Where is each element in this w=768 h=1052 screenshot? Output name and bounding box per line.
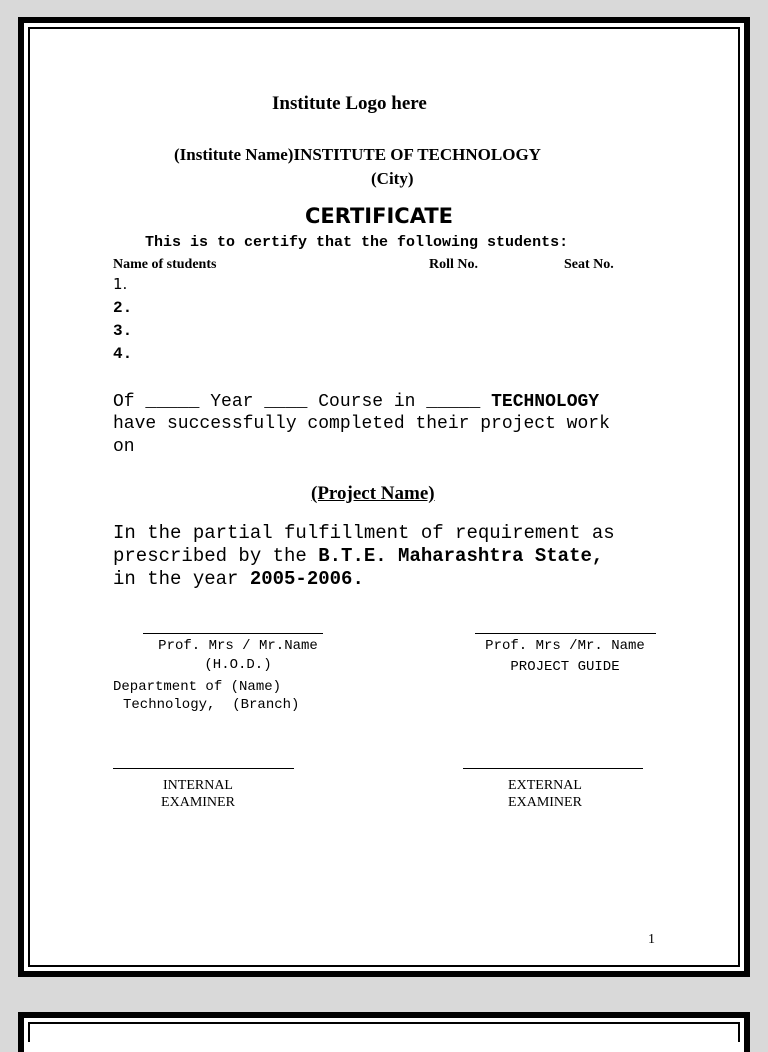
page-number: 1 bbox=[648, 932, 655, 947]
internal-examiner-line bbox=[113, 768, 294, 769]
on-line: on bbox=[113, 437, 135, 457]
institute-name bbox=[174, 145, 541, 165]
hod-department: Department of (Name) bbox=[113, 679, 282, 695]
institute-name-text: (Institute Name)INSTITUTE OF TECHNOLOGY bbox=[174, 145, 541, 164]
fulfillment-line-2 bbox=[113, 545, 603, 567]
technology-text: TECHNOLOGY bbox=[491, 392, 600, 412]
institute-city: (City) bbox=[371, 169, 414, 188]
next-page-border-inner bbox=[28, 1022, 740, 1042]
column-header-name: Name of students bbox=[113, 257, 217, 272]
column-header-seat: Seat No. bbox=[564, 257, 614, 272]
external-examiner-label-1: EXTERNAL bbox=[508, 778, 582, 793]
certify-intro: This is to certify that the following students: bbox=[145, 234, 569, 251]
course-line bbox=[113, 392, 599, 412]
student-entry-1: 1. bbox=[113, 275, 128, 293]
guide-name: Prof. Mrs /Mr. Name bbox=[485, 638, 645, 654]
hod-branch: Technology, (Branch) bbox=[123, 697, 300, 713]
fulfillment-line-3 bbox=[113, 568, 364, 590]
external-examiner-label-2: EXAMINER bbox=[508, 795, 582, 810]
logo-placeholder: Institute Logo here bbox=[272, 93, 427, 114]
external-examiner-line bbox=[463, 768, 643, 769]
fulfillment-line-2-text: prescribed by the bbox=[113, 545, 319, 567]
fulfillment-line-1: In the partial fulfillment of requirement as bbox=[113, 522, 615, 544]
internal-examiner-label-2: EXAMINER bbox=[161, 795, 235, 810]
course-blank: _____ bbox=[426, 392, 481, 412]
student-entry-2: 2. bbox=[113, 299, 133, 317]
student-entry-4: 4. bbox=[113, 345, 133, 363]
student-entry-3: 3. bbox=[113, 322, 133, 340]
certificate-title: CERTIFICATE bbox=[305, 204, 453, 228]
completion-line: have successfully completed their project work bbox=[113, 414, 610, 434]
project-name: (Project Name) bbox=[311, 483, 435, 504]
guide-role: PROJECT GUIDE bbox=[510, 659, 620, 675]
academic-year: 2005-2006. bbox=[249, 568, 364, 590]
board-name: B.T.E. Maharashtra State, bbox=[318, 545, 604, 567]
column-header-roll: Roll No. bbox=[429, 257, 478, 272]
internal-examiner-label-1: INTERNAL bbox=[163, 778, 233, 793]
hod-role: (H.O.D.) bbox=[204, 657, 272, 673]
course-line-text: Of _____ Year ____ Course in bbox=[113, 392, 427, 412]
hod-name: Prof. Mrs / Mr.Name bbox=[158, 638, 318, 654]
fulfillment-line-3-text: in the year bbox=[113, 568, 250, 590]
guide-signature-line bbox=[475, 633, 656, 634]
hod-signature-line bbox=[143, 633, 323, 634]
